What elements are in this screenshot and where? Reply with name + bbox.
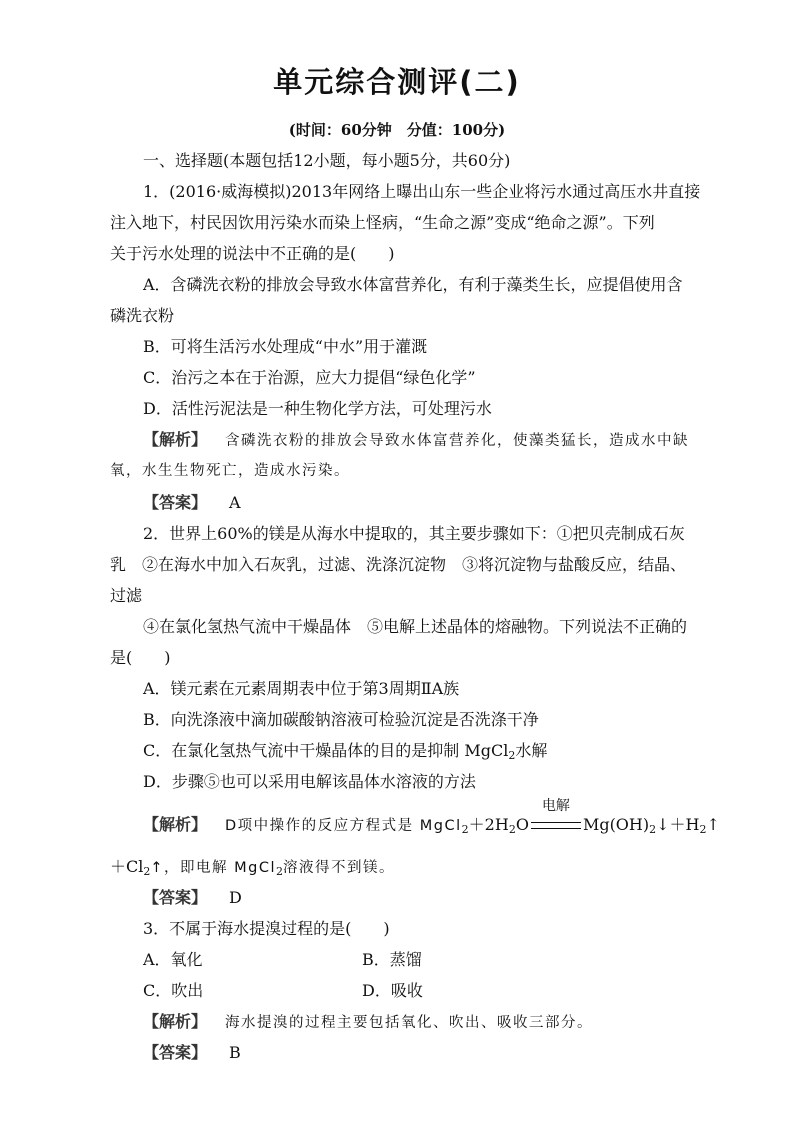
explanation-tag: 【解析】 <box>143 1012 208 1031</box>
q2-stem-line3: 过滤 <box>110 586 143 605</box>
page-title: 单元综合测评(二) <box>273 65 521 99</box>
subscript: 2 <box>508 749 516 762</box>
q2-option-d: D．步骤⑤也可以采用电解该晶体水溶液的方法 <box>143 772 476 791</box>
subscript: 2 <box>508 823 516 836</box>
q1-explanation-cont: 氧，水生生物死亡，造成水污染。 <box>110 463 350 479</box>
q1-option-b: B．可将生活污水处理成“中水”用于灌溉 <box>143 337 428 356</box>
equation-part: ＋Cl <box>110 857 144 876</box>
explanation-tag: 【解析】 <box>143 430 208 449</box>
subscript: 2 <box>276 865 284 878</box>
q2-answer <box>143 888 242 908</box>
subscript: 2 <box>699 823 707 836</box>
q2-stem-line2: 乳 ②在海水中加入石灰乳，过滤、洗涤沉淀物 ③将沉淀物与盐酸反应，结晶、 <box>110 555 687 574</box>
equation-part: 溶液得不到镁。 <box>283 860 396 876</box>
q1-stem-line2: 注入地下，村民因饮用污染水而染上怪病，“生命之源”变成“绝命之源”。下列 <box>110 213 655 232</box>
double-line <box>531 822 581 829</box>
equation-part: ↑ <box>706 815 720 834</box>
arrow-label: 电解 <box>541 798 570 814</box>
answer-tag: 【答案】 <box>143 1043 208 1062</box>
q3-explanation <box>143 1012 593 1033</box>
q1-option-a: A．含磷洗衣粉的排放会导致水体富营养化，有利于藻类生长，应提倡使用含 <box>143 275 683 294</box>
q2-stem-line4: ④在氯化氢热气流中干燥晶体 ⑤电解上述晶体的熔融物。下列说法不正确的 <box>143 617 688 636</box>
q3-options-row1 <box>143 950 203 970</box>
equation-part: Mg(OH) <box>582 815 650 834</box>
q2-option-c-tail: 水解 <box>515 741 548 760</box>
q1-explanation <box>143 430 689 451</box>
equation-part: ↑，即电解 MgCl <box>150 860 277 876</box>
equation-part: O <box>515 815 529 834</box>
q2-explanation <box>143 798 720 840</box>
equation-part: ↓＋H <box>656 815 700 834</box>
q3-stem: 3．不属于海水提溴过程的是( ) <box>143 919 390 938</box>
subscript: 2 <box>461 823 469 836</box>
q3-option-d: D．吸收 <box>362 981 423 1000</box>
subscript: 2 <box>143 865 151 878</box>
answer-tag: 【答案】 <box>143 493 208 512</box>
q3-options-row2 <box>143 981 203 1001</box>
q1-answer-value: A <box>229 493 241 512</box>
q1-explanation-text: 含磷洗衣粉的排放会导致水体富营养化，使藻类猛长，造成水中缺 <box>225 433 690 449</box>
q3-option-b: B．蒸馏 <box>362 950 422 969</box>
q3-answer-value: B <box>229 1043 241 1062</box>
q1-option-d: D．活性污泥法是一种生物化学方法，可处理污水 <box>143 399 492 418</box>
q2-answer-value: D <box>229 888 242 907</box>
q3-answer <box>143 1043 241 1063</box>
q2-stem-line5: 是( ) <box>110 648 171 667</box>
electrolysis-arrow <box>531 798 581 835</box>
section-heading: 一、选择题(本题包括12小题，每小题5分，共60分) <box>143 151 511 170</box>
q1-stem-line1: 1．(2016·威海模拟)2013年网络上曝出山东一些企业将污水通过高压水井直接 <box>143 182 701 201</box>
q2-option-c <box>143 741 547 766</box>
q3-explanation-text: 海水提溴的过程主要包括氧化、吹出、吸收三部分。 <box>225 1015 594 1031</box>
q2-option-b: B．向洗涤液中滴加碳酸钠溶液可检验沉淀是否洗涤干净 <box>143 710 539 729</box>
q1-stem-line3: 关于污水处理的说法中不正确的是( ) <box>110 244 395 263</box>
exam-meta: (时间：60分钟 分值：100分) <box>288 121 506 139</box>
q1-option-c: C．治污之本在于治源，应大力提倡“绿色化学” <box>143 368 476 387</box>
subscript: 2 <box>649 823 657 836</box>
q2-explanation-text: D项中操作的反应方程式是 MgCl <box>225 818 462 834</box>
q2-explanation-cont <box>110 857 395 882</box>
q2-option-a: A．镁元素在元素周期表中位于第3周期ⅡA族 <box>143 679 460 698</box>
q2-stem-line1: 2．世界上60%的镁是从海水中提取的，其主要步骤如下：①把贝壳制成石灰 <box>143 524 685 543</box>
q1-option-a-cont: 磷洗衣粉 <box>110 306 175 325</box>
equation-part: ＋2H <box>468 815 509 834</box>
q1-answer <box>143 493 241 513</box>
q3-option-a: A．氧化 <box>143 950 203 969</box>
q2-option-c-text: C．在氯化氢热气流中干燥晶体的目的是抑制 MgCl <box>143 741 509 760</box>
explanation-tag: 【解析】 <box>143 815 208 834</box>
answer-tag: 【答案】 <box>143 888 208 907</box>
q3-option-c: C．吹出 <box>143 981 204 1000</box>
